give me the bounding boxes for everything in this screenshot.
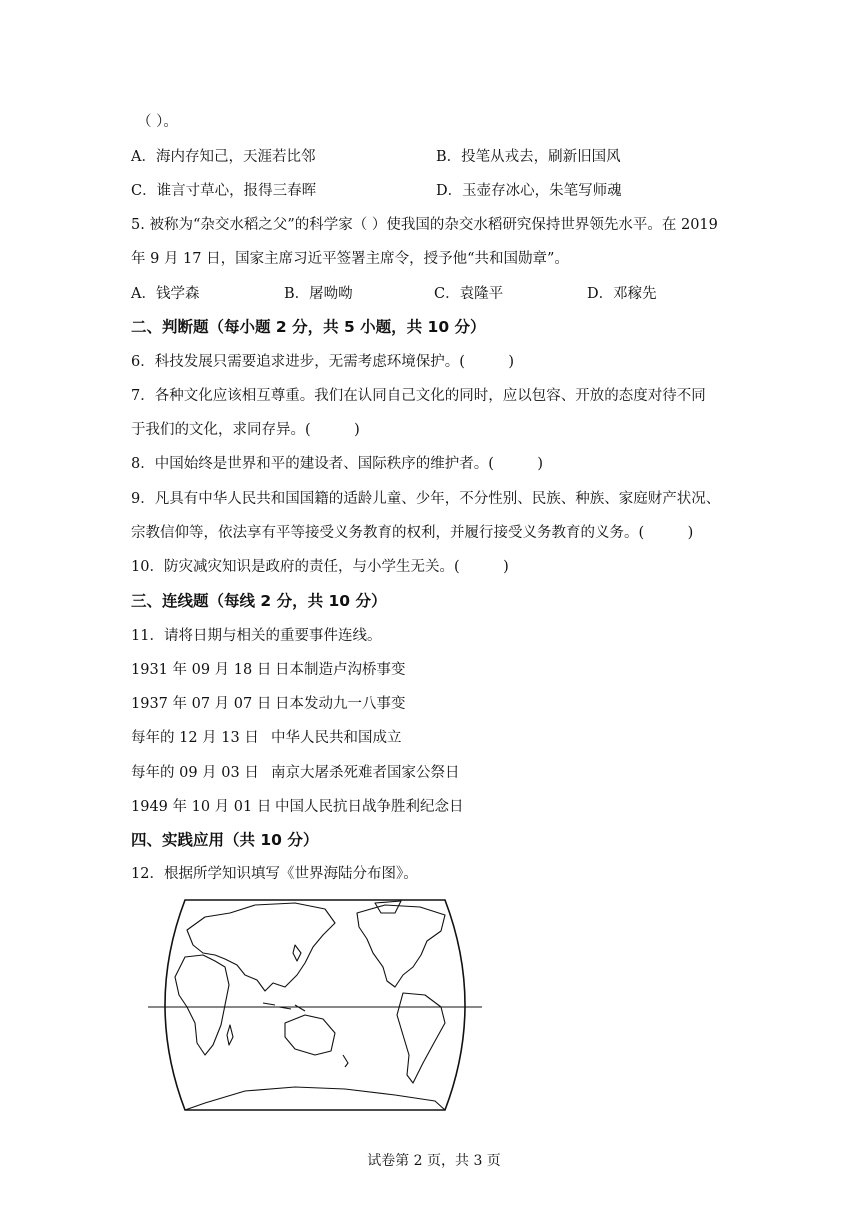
q5-line2: 年 9 月 17 日，国家主席习近平签署主席令，授予他“共和国勋章”。: [131, 251, 569, 267]
q11: 11．请将日期与相关的重要事件连线。: [131, 628, 382, 644]
q7-line1: 7．各种文化应该相互尊重。我们在认同自己文化的同时，应以包容、开放的态度对待不同: [131, 388, 706, 404]
new-zealand-shape: [343, 1055, 348, 1067]
q5-line1: 5. 被称为“杂交水稻之父”的科学家（ ）使我国的杂交水稻研究保持世界领先水平。在 2019: [131, 217, 718, 233]
antarctica-shape: [185, 1087, 445, 1110]
event-1: 日本制造卢沟桥事变: [275, 662, 406, 678]
q8: 8．中国始终是世界和平的建设者、国际秩序的维护者。( ): [131, 456, 544, 472]
world-map-outline: [145, 895, 485, 1115]
africa-shape: [175, 955, 229, 1055]
eurasia-shape: [187, 903, 335, 991]
section3-heading: 三、连线题（每线 2 分，共 10 分）: [131, 592, 387, 610]
q10: 10．防灾减灾知识是政府的责任，与小学生无关。( ): [131, 559, 509, 575]
event-3: 中华人民共和国成立: [271, 730, 402, 746]
date-5: 1949 年 10 月 01 日: [131, 799, 272, 815]
q4-option-a: A．海内存知己，天涯若比邻: [131, 149, 316, 165]
q9-line1: 9．凡具有中华人民共和国国籍的适龄儿童、少年，不分性别、民族、种族、家庭财产状况、: [131, 491, 721, 507]
q7-line2: 于我们的文化，求同存异。( ): [131, 422, 360, 438]
q5-option-d: D．邓稼先: [587, 286, 657, 302]
q5-option-c: C．袁隆平: [434, 286, 504, 302]
australia-shape: [285, 1015, 335, 1055]
q6: 6．科技发展只需要追求进步，无需考虑环境保护。( ): [131, 354, 515, 370]
date-4: 每年的 09 月 03 日: [131, 765, 259, 781]
q12: 12．根据所学知识填写《世界海陆分布图》。: [131, 866, 418, 882]
date-3: 每年的 12 月 13 日: [131, 730, 259, 746]
north-america-shape: [357, 905, 445, 987]
date-2: 1937 年 07 月 07 日: [131, 696, 272, 712]
section2-heading: 二、判断题（每小题 2 分，共 5 小题，共 10 分）: [131, 318, 486, 336]
q4-option-b: B．投笔从戎去，刷新旧国风: [436, 149, 621, 165]
map-frame: [165, 900, 465, 1110]
q4-answer-blank: （ ）。: [137, 114, 178, 130]
page-footer: 试卷第 2 页，共 3 页: [367, 1153, 501, 1169]
q4-option-d: D．玉壶存冰心，朱笔写师魂: [436, 183, 622, 199]
q9-line2: 宗教信仰等，依法享有平等接受义务教育的权利，并履行接受义务教育的义务。( ): [131, 525, 694, 541]
q4-option-c: C．谁言寸草心，报得三春晖: [131, 183, 317, 199]
date-1: 1931 年 09 月 18 日: [131, 662, 272, 678]
event-2: 日本发动九一八事变: [275, 696, 406, 712]
event-4: 南京大屠杀死难者国家公祭日: [271, 765, 460, 781]
event-5: 中国人民抗日战争胜利纪念日: [275, 799, 464, 815]
q5-option-a: A．钱学森: [131, 286, 200, 302]
japan-shape: [293, 945, 301, 961]
q5-option-b: B．屠呦呦: [284, 286, 353, 302]
section4-heading: 四、实践应用（共 10 分）: [131, 831, 319, 849]
madagascar-shape: [227, 1025, 233, 1045]
